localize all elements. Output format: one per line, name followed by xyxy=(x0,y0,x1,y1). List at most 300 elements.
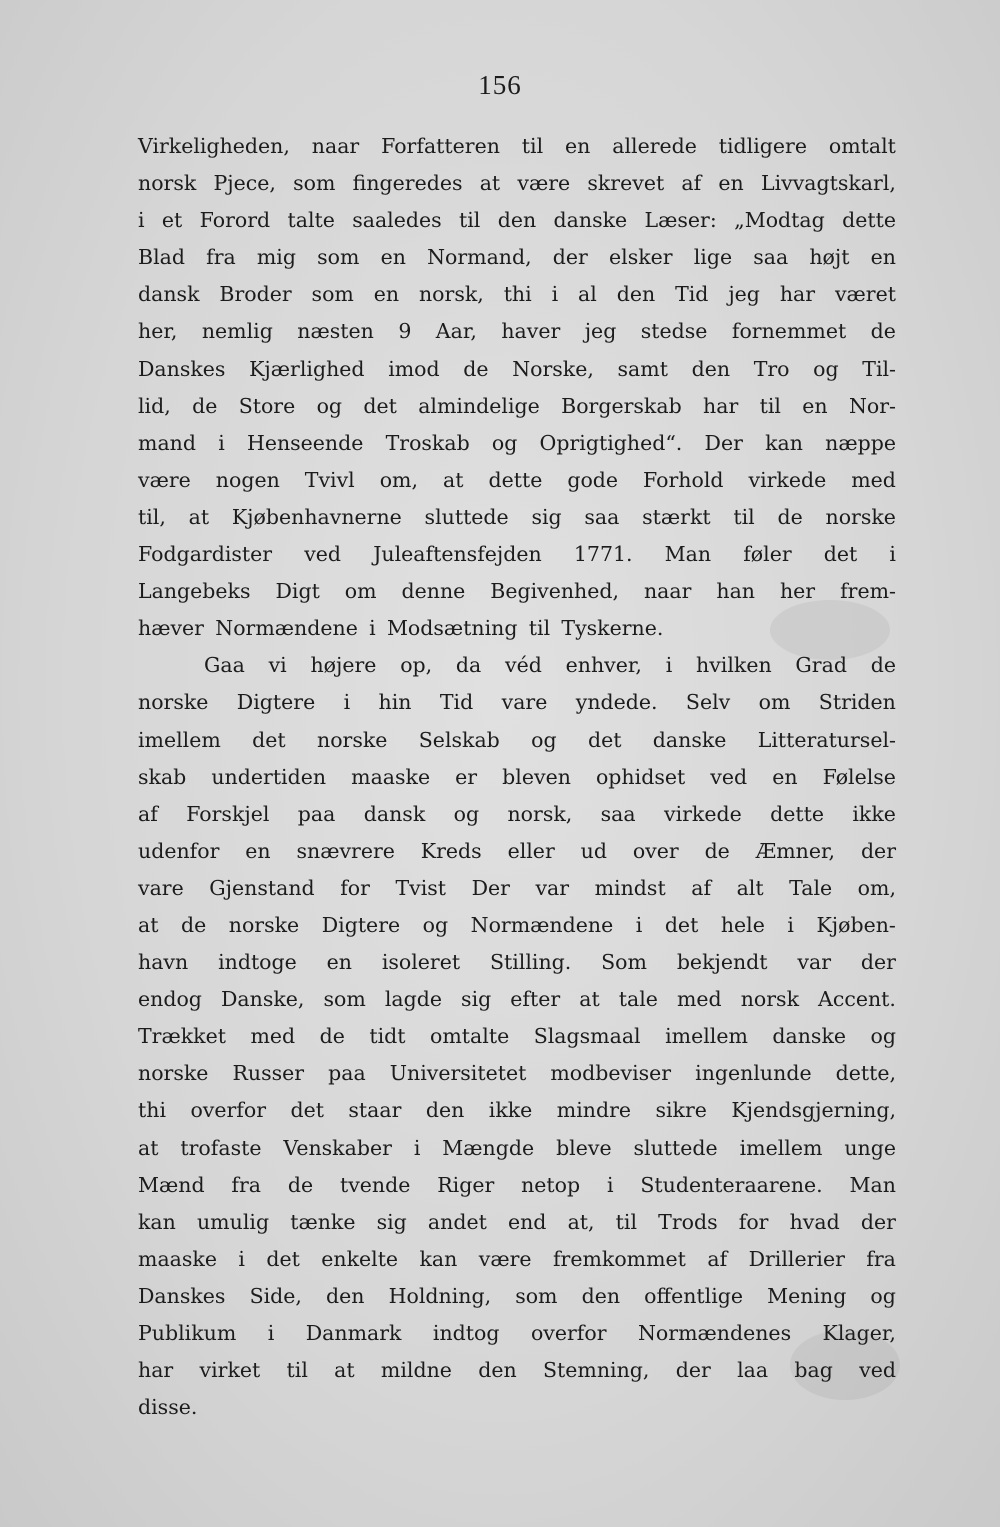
word: Pjece, xyxy=(213,171,276,196)
word: højere xyxy=(310,653,377,678)
word: udenfor xyxy=(138,838,220,863)
word: Stemning, xyxy=(542,1358,650,1383)
word: den xyxy=(581,1283,621,1308)
text-line xyxy=(138,313,896,350)
word: hin xyxy=(378,690,412,715)
word: Mængde xyxy=(442,1135,535,1160)
word: „Modtag xyxy=(734,208,825,233)
word: han xyxy=(716,579,756,604)
word: til xyxy=(286,1358,308,1383)
word: Forhold xyxy=(643,467,724,492)
word: bleve xyxy=(556,1135,612,1160)
word: norsk, xyxy=(418,282,484,307)
word: mindre xyxy=(556,1098,632,1123)
word: her xyxy=(779,579,816,604)
word: dette, xyxy=(835,1061,896,1086)
word: maaske xyxy=(138,1246,217,1271)
word: al xyxy=(578,282,597,307)
word: samt xyxy=(617,356,668,381)
word: fingeredes xyxy=(352,171,463,196)
word: thi xyxy=(503,282,532,307)
word: føler xyxy=(743,542,792,567)
word: bag xyxy=(794,1358,833,1383)
word: om, xyxy=(379,467,419,492)
word: Norske, xyxy=(512,356,594,381)
word: dansk xyxy=(363,801,426,826)
word: Riger xyxy=(437,1172,495,1197)
word: ikke xyxy=(488,1098,533,1123)
word: om, xyxy=(857,875,896,900)
word: der xyxy=(552,245,588,270)
word: at xyxy=(138,1135,159,1160)
word: Tale xyxy=(789,875,833,900)
word: Tvist xyxy=(395,875,447,900)
word: ved xyxy=(710,764,748,789)
text-line xyxy=(138,796,896,833)
word: Normændene xyxy=(470,912,614,937)
word: tvende xyxy=(339,1172,411,1197)
word: isoleret xyxy=(381,950,461,975)
word: kan xyxy=(138,1209,176,1234)
word: være xyxy=(138,467,191,492)
word: naar xyxy=(643,579,692,604)
word: Tid xyxy=(439,690,474,715)
text-line xyxy=(138,981,896,1018)
word: de xyxy=(704,838,730,863)
word: Kjendsgjerning, xyxy=(731,1098,896,1123)
word: dette xyxy=(842,208,896,233)
word: Som xyxy=(601,950,647,975)
word: at xyxy=(479,171,501,196)
word: en xyxy=(565,134,591,158)
word: de xyxy=(319,1024,345,1049)
word: imod xyxy=(388,356,440,381)
word: dansk xyxy=(138,282,200,307)
word: Forfatteren xyxy=(381,134,500,158)
word: danske xyxy=(553,208,628,233)
word: Digtere xyxy=(236,690,316,715)
word: ved xyxy=(859,1358,896,1383)
word: unge xyxy=(844,1135,896,1160)
word: andet xyxy=(427,1209,487,1234)
word: at xyxy=(579,987,600,1012)
word: norsk xyxy=(138,171,197,196)
word: skab xyxy=(138,764,187,789)
word: at xyxy=(334,1358,355,1383)
word: i xyxy=(787,912,794,937)
word: Litteratursel- xyxy=(757,727,896,752)
word: en xyxy=(772,764,798,789)
word: norske xyxy=(138,690,209,715)
text-line xyxy=(138,536,896,573)
word: at, xyxy=(567,1209,595,1234)
word: ingenlunde xyxy=(695,1061,812,1086)
word: det xyxy=(363,393,397,418)
word: et xyxy=(161,208,183,233)
word: en xyxy=(245,838,271,863)
word: talte xyxy=(287,208,335,233)
word: med xyxy=(676,987,722,1012)
text-line xyxy=(138,1055,896,1092)
word: enkelte xyxy=(321,1246,399,1271)
word: virkede xyxy=(748,467,827,492)
word: Troskab xyxy=(385,430,470,455)
word: Trods xyxy=(658,1209,718,1234)
word: fremkommet xyxy=(552,1246,686,1271)
text-line xyxy=(138,462,896,499)
word: denne xyxy=(401,579,466,604)
word: Gjenstand xyxy=(209,875,315,900)
word: omtalte xyxy=(430,1024,510,1049)
word: Juleaftensfejden xyxy=(373,542,542,567)
word: der xyxy=(860,1209,896,1234)
word: til xyxy=(521,134,544,158)
text-line xyxy=(138,1389,896,1426)
text-line xyxy=(138,1278,896,1315)
word: danske xyxy=(652,727,727,752)
word: imellem xyxy=(138,727,221,752)
word: var xyxy=(797,950,831,975)
word: end xyxy=(507,1209,547,1234)
word: modbeviser xyxy=(550,1061,672,1086)
word: sig xyxy=(376,1209,407,1234)
word: Gaa xyxy=(204,653,245,678)
word: Tro xyxy=(753,356,790,381)
word: i xyxy=(238,1246,245,1271)
word: snævrere xyxy=(296,838,395,863)
word: Digt xyxy=(275,579,320,604)
word: at xyxy=(188,504,210,529)
word: der xyxy=(675,1358,711,1383)
word: som xyxy=(311,282,354,307)
text-line xyxy=(138,684,896,721)
word: norske xyxy=(138,1061,209,1086)
word: Nor- xyxy=(848,393,896,418)
word: det xyxy=(823,542,858,567)
word: i xyxy=(551,282,559,307)
word: stærkt xyxy=(642,504,711,529)
word: Selv xyxy=(685,690,731,715)
word: nemlig xyxy=(201,319,273,344)
word: Der xyxy=(704,430,743,455)
word: en xyxy=(870,245,896,270)
word: Klager, xyxy=(822,1321,896,1345)
word: Begivenhed, xyxy=(490,579,620,604)
word: af xyxy=(681,171,702,196)
word: Til- xyxy=(862,356,896,381)
word: af xyxy=(707,1246,728,1271)
word: jeg xyxy=(584,319,617,344)
word: til, xyxy=(138,504,166,529)
word: disse. xyxy=(138,1395,198,1420)
word: til xyxy=(459,208,481,233)
word: alt xyxy=(736,875,764,900)
word: tidt xyxy=(369,1024,406,1049)
text-line xyxy=(138,165,896,202)
word: Langebeks xyxy=(138,579,251,604)
word: haver xyxy=(501,319,561,344)
word: Normændene xyxy=(215,616,358,641)
text-line xyxy=(138,1352,896,1389)
word: som xyxy=(515,1283,558,1308)
word: undertiden xyxy=(211,764,327,789)
word: om xyxy=(758,690,791,715)
word: ikke xyxy=(852,801,896,826)
word: umulig xyxy=(196,1209,270,1234)
text-line xyxy=(138,870,896,907)
word: naar xyxy=(311,134,360,158)
word: hele xyxy=(720,912,765,937)
word: netop xyxy=(521,1172,581,1197)
word: af xyxy=(138,801,158,826)
word: og xyxy=(870,1024,896,1049)
word: Studenteraarene. xyxy=(640,1172,823,1197)
page-number: 156 xyxy=(478,70,522,100)
word: Virkeligheden, xyxy=(138,134,290,158)
text-line xyxy=(138,425,896,462)
word: det xyxy=(252,727,286,752)
word: det xyxy=(664,912,699,937)
word: er xyxy=(455,764,478,789)
word: sluttede xyxy=(424,504,509,529)
word: Kjøbenhavnerne xyxy=(231,504,402,529)
word: Æmner, xyxy=(755,838,836,863)
word: tale xyxy=(618,987,658,1012)
word: jeg xyxy=(728,282,760,307)
text-line xyxy=(138,388,896,425)
word: Modsætning xyxy=(386,616,518,641)
word: vi xyxy=(268,653,287,678)
word: laa xyxy=(737,1358,769,1383)
word: allerede xyxy=(612,134,697,158)
word: indtoge xyxy=(218,950,297,975)
word: frem- xyxy=(840,579,896,604)
word: fra xyxy=(866,1246,896,1271)
text-line xyxy=(138,202,896,239)
word: norske xyxy=(825,504,896,529)
word: 9 xyxy=(398,319,412,344)
word: nogen xyxy=(215,467,280,492)
word: indtog xyxy=(432,1321,500,1345)
word: Striden xyxy=(818,690,896,715)
word: de xyxy=(870,319,896,344)
word: i xyxy=(138,208,145,233)
word: vare xyxy=(138,875,184,900)
word: hæver xyxy=(138,616,204,641)
word: norsk, xyxy=(507,801,573,826)
word: Mening xyxy=(767,1283,847,1308)
word: tænke xyxy=(290,1209,356,1234)
word: omtalt xyxy=(828,134,896,158)
word: i xyxy=(343,690,351,715)
word: Forord xyxy=(199,208,271,233)
word: maaske xyxy=(351,764,431,789)
word: fra xyxy=(231,1172,262,1197)
word: Publikum xyxy=(138,1321,237,1345)
word: i xyxy=(218,430,225,455)
text-line xyxy=(138,573,896,610)
word: og xyxy=(422,912,449,937)
word: Mænd xyxy=(138,1172,205,1197)
word: norsk xyxy=(740,987,799,1012)
word: norske xyxy=(228,912,300,937)
text-line xyxy=(138,1241,896,1278)
word: Store xyxy=(238,393,296,418)
word: ud xyxy=(580,838,607,863)
word: saaledes xyxy=(352,208,442,233)
word: sig xyxy=(461,987,492,1012)
word: de xyxy=(870,653,896,678)
word: vare xyxy=(501,690,548,715)
word: som xyxy=(323,987,366,1012)
word: Broder xyxy=(219,282,292,307)
word: Accent. xyxy=(818,987,896,1012)
word: Normand, xyxy=(427,245,532,270)
word: Russer xyxy=(232,1061,305,1086)
word: være xyxy=(517,171,571,196)
word: næsten xyxy=(297,319,374,344)
word: efter xyxy=(510,987,561,1012)
word: som xyxy=(293,171,336,196)
word: Digtere xyxy=(321,912,401,937)
word: stedse xyxy=(640,319,708,344)
word: saa xyxy=(600,801,636,826)
word: tidligere xyxy=(718,134,807,158)
word: Danmark xyxy=(305,1321,402,1345)
word: elsker xyxy=(609,245,673,270)
word: og xyxy=(813,356,839,381)
text-line xyxy=(138,1315,896,1352)
word: staar xyxy=(348,1098,402,1123)
word: sikre xyxy=(655,1098,707,1123)
word: i xyxy=(606,1172,614,1197)
word: være xyxy=(478,1246,532,1271)
word: Danske, xyxy=(220,987,305,1012)
word: en xyxy=(326,950,352,975)
word: at xyxy=(443,467,464,492)
word: og xyxy=(316,393,343,418)
word: fornemmet xyxy=(731,319,847,344)
word: den xyxy=(497,208,537,233)
word: overfor xyxy=(530,1321,607,1345)
word: gode xyxy=(567,467,619,492)
word: endog xyxy=(138,987,202,1012)
word: i xyxy=(889,542,896,567)
word: de xyxy=(777,504,803,529)
word: Livvagtskarl, xyxy=(760,171,896,196)
word: 1771. xyxy=(573,542,633,567)
word: bekjendt xyxy=(676,950,768,975)
word: Følelse xyxy=(822,764,896,789)
word: en xyxy=(802,393,828,418)
word: enhver, xyxy=(565,653,642,678)
word: af xyxy=(691,875,712,900)
word: den xyxy=(616,282,656,307)
text-line xyxy=(138,1018,896,1055)
word: de xyxy=(463,356,489,381)
word: Grad xyxy=(795,653,847,678)
word: den xyxy=(691,356,731,381)
word: kan xyxy=(419,1246,458,1271)
word: danske xyxy=(772,1024,846,1049)
word: mand xyxy=(138,430,196,455)
word: mig xyxy=(256,245,296,270)
word: til xyxy=(615,1209,638,1234)
word: imellem xyxy=(739,1135,823,1160)
word: sig xyxy=(531,504,562,529)
text-line xyxy=(138,351,896,388)
word: Tvivl xyxy=(304,467,355,492)
word: for xyxy=(738,1209,769,1234)
word: Holdning, xyxy=(388,1283,492,1308)
text-line xyxy=(138,1092,896,1129)
word: Blad xyxy=(138,245,185,270)
word: til xyxy=(759,393,781,418)
word: de xyxy=(287,1172,314,1197)
word: Man xyxy=(664,542,712,567)
text-line xyxy=(138,647,896,684)
word: Side, xyxy=(249,1283,302,1308)
word: i xyxy=(267,1321,275,1345)
word: har xyxy=(779,282,816,307)
word: de xyxy=(192,393,218,418)
word: imellem xyxy=(665,1024,748,1049)
word: Danskes xyxy=(138,356,226,381)
word: norske xyxy=(317,727,388,752)
word: trofaste xyxy=(180,1135,262,1160)
word: Stilling. xyxy=(489,950,572,975)
word: højt xyxy=(809,245,850,270)
word: en xyxy=(718,171,744,196)
word: ved xyxy=(304,542,342,567)
word: Læser: xyxy=(644,208,717,233)
text-line xyxy=(138,833,896,870)
word: fra xyxy=(206,245,236,270)
word: paa xyxy=(328,1061,366,1086)
word: mildne xyxy=(380,1358,452,1383)
word: Slagsmaal xyxy=(533,1024,641,1049)
word: i xyxy=(369,616,376,641)
text-line xyxy=(138,610,896,647)
word: dette xyxy=(770,801,824,826)
word: i xyxy=(665,653,673,678)
word: eller xyxy=(507,838,555,863)
word: saa xyxy=(584,504,620,529)
word: og xyxy=(531,727,557,752)
word: véd xyxy=(505,653,542,678)
word: yndede. xyxy=(575,690,658,715)
word: Henseende xyxy=(246,430,364,455)
word: hvilken xyxy=(696,653,772,678)
word: ophidset xyxy=(595,764,686,789)
word: har xyxy=(703,393,739,418)
word: har xyxy=(138,1358,174,1383)
word: at xyxy=(138,912,159,937)
text-line xyxy=(138,1130,896,1167)
word: næppe xyxy=(825,430,896,455)
word: Forskjel xyxy=(186,801,270,826)
word: om xyxy=(344,579,377,604)
word: som xyxy=(317,245,360,270)
word: skrevet xyxy=(587,171,665,196)
word: Der xyxy=(471,875,510,900)
word: bleven xyxy=(502,764,571,789)
word: hvad xyxy=(789,1209,840,1234)
word: der xyxy=(860,838,896,863)
text-line xyxy=(138,907,896,944)
word: lid, xyxy=(138,393,171,418)
word: det xyxy=(587,727,622,752)
